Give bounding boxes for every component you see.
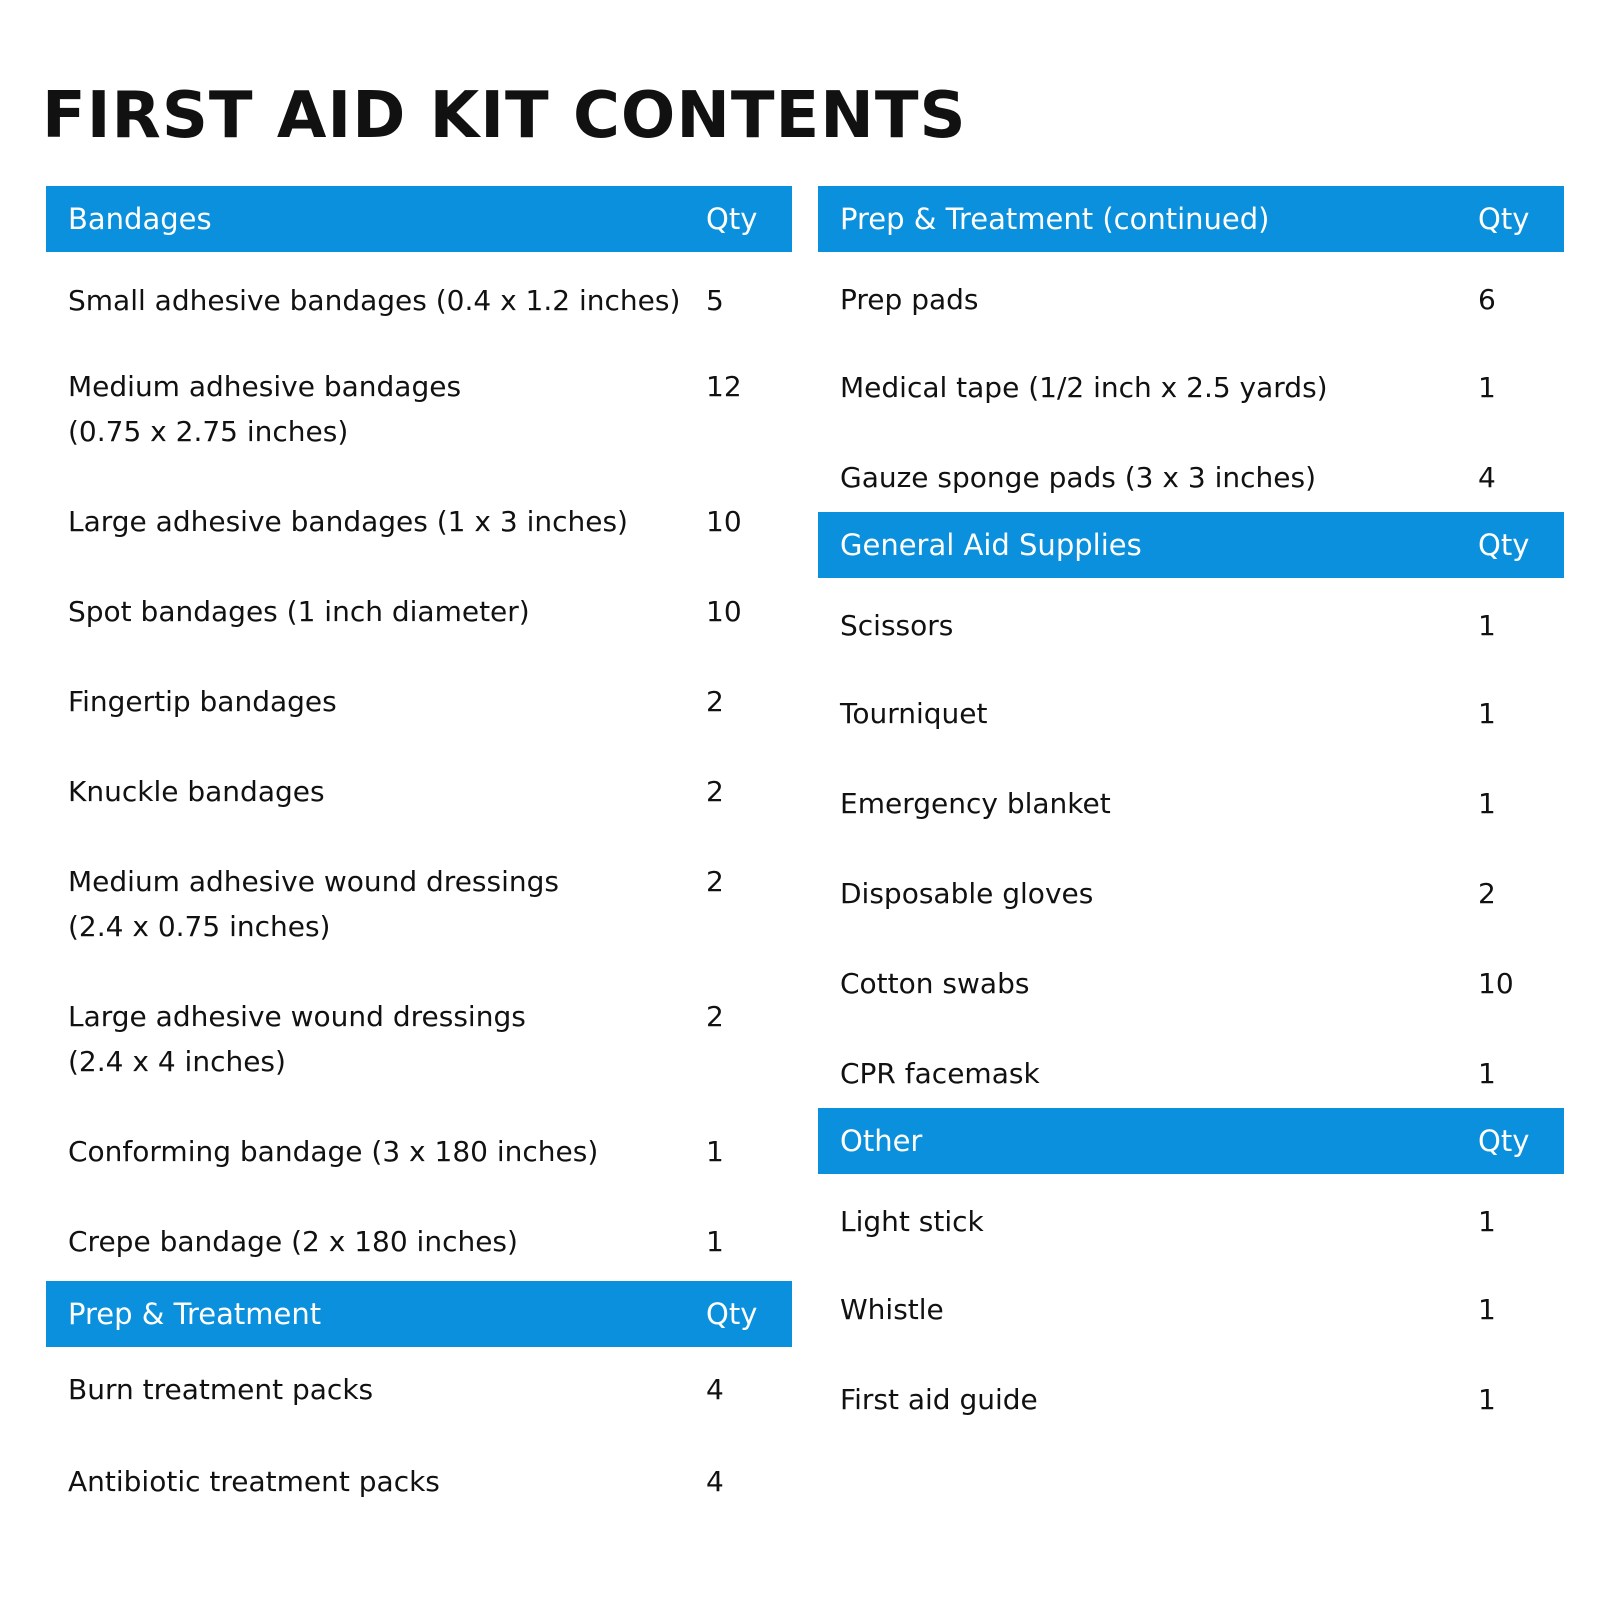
item-qty: 2 [1478, 877, 1496, 910]
item-qty: 2 [706, 1000, 724, 1033]
qty-header: Qty [1478, 528, 1530, 562]
item-qty: 4 [1478, 461, 1496, 494]
section-title: Other [840, 1124, 923, 1158]
table-row [46, 1347, 792, 1437]
section-title: Bandages [68, 202, 212, 236]
item-qty: 1 [706, 1135, 724, 1168]
item-qty: 5 [706, 284, 724, 317]
table-row [818, 342, 1564, 432]
qty-header: Qty [1478, 1124, 1530, 1158]
item-qty: 1 [1478, 1383, 1496, 1416]
item-name: Small adhesive bandages (0.4 x 1.2 inches) [68, 284, 681, 317]
table-row [818, 1174, 1564, 1264]
item-qty: 10 [1478, 967, 1514, 1000]
item-qty: 12 [706, 370, 742, 403]
qty-header: Qty [1478, 202, 1530, 236]
item-name: Scissors [840, 609, 954, 642]
section-header-other [818, 1108, 1564, 1174]
item-name: Medium adhesive bandages (0.75 x 2.75 inches) [68, 370, 462, 448]
section-header-prep-treatment-continued [818, 186, 1564, 252]
section-title: Prep & Treatment (continued) [840, 202, 1270, 236]
table-row [46, 747, 792, 837]
qty-header: Qty [706, 1297, 758, 1331]
table-row [818, 1354, 1564, 1444]
item-qty: 4 [706, 1373, 724, 1406]
item-qty: 1 [1478, 697, 1496, 730]
qty-header: Qty [706, 202, 758, 236]
table-row [46, 252, 792, 342]
table-row [46, 837, 792, 972]
section-title: Prep & Treatment [68, 1297, 322, 1331]
item-name: Prep pads [840, 283, 979, 316]
table-row [818, 938, 1564, 1028]
item-name: Knuckle bandages [68, 775, 325, 808]
table-row [818, 668, 1564, 758]
section-title: General Aid Supplies [840, 528, 1142, 562]
item-qty: 2 [706, 865, 724, 898]
section-header-general-aid [818, 512, 1564, 578]
item-qty: 6 [1478, 283, 1496, 316]
table-row [46, 477, 792, 567]
section-header-prep-treatment [46, 1281, 792, 1347]
right-column [818, 186, 1564, 1444]
table-row [818, 1028, 1564, 1108]
item-name: Gauze sponge pads (3 x 3 inches) [840, 461, 1316, 494]
item-qty: 2 [706, 685, 724, 718]
table-row [46, 972, 792, 1107]
item-name: Burn treatment packs [68, 1373, 374, 1406]
item-qty: 2 [706, 775, 724, 808]
table-row [818, 578, 1564, 668]
item-name: Fingertip bandages [68, 685, 337, 718]
table-row [46, 342, 792, 477]
item-name: Disposable gloves [840, 877, 1094, 910]
table-row [46, 1197, 792, 1281]
item-qty: 1 [1478, 787, 1496, 820]
item-qty: 1 [1478, 371, 1496, 404]
table-row [46, 1437, 792, 1527]
item-name: Whistle [840, 1293, 944, 1326]
item-name: First aid guide [840, 1383, 1038, 1416]
table-row [818, 252, 1564, 342]
item-name: Emergency blanket [840, 787, 1111, 820]
item-name: Light stick [840, 1205, 984, 1238]
table-row [818, 432, 1564, 512]
item-name: Medical tape (1/2 inch x 2.5 yards) [840, 371, 1328, 404]
item-qty: 10 [706, 505, 742, 538]
item-qty: 1 [1478, 609, 1496, 642]
section-header-bandages [46, 186, 792, 252]
item-qty: 1 [1478, 1293, 1496, 1326]
item-qty: 10 [706, 595, 742, 628]
item-qty: 4 [706, 1465, 724, 1498]
table-row [46, 567, 792, 657]
table-row [818, 848, 1564, 938]
item-name: Conforming bandage (3 x 180 inches) [68, 1135, 599, 1168]
item-qty: 1 [1478, 1057, 1496, 1090]
page-title: FIRST AID KIT CONTENTS [42, 79, 967, 153]
item-qty: 1 [706, 1225, 724, 1258]
item-name: Spot bandages (1 inch diameter) [68, 595, 530, 628]
item-name: Tourniquet [840, 697, 988, 730]
item-name: CPR facemask [840, 1057, 1040, 1090]
item-name: Crepe bandage (2 x 180 inches) [68, 1225, 518, 1258]
item-name: Cotton swabs [840, 967, 1030, 1000]
table-row [818, 1264, 1564, 1354]
table-row [46, 1107, 792, 1197]
item-name: Antibiotic treatment packs [68, 1465, 440, 1498]
item-name: Large adhesive bandages (1 x 3 inches) [68, 505, 628, 538]
table-row [818, 758, 1564, 848]
table-row [46, 657, 792, 747]
item-name: Large adhesive wound dressings (2.4 x 4 inches) [68, 1000, 526, 1078]
left-column [46, 186, 792, 1527]
item-qty: 1 [1478, 1205, 1496, 1238]
item-name: Medium adhesive wound dressings (2.4 x 0.75 inches) [68, 865, 559, 943]
